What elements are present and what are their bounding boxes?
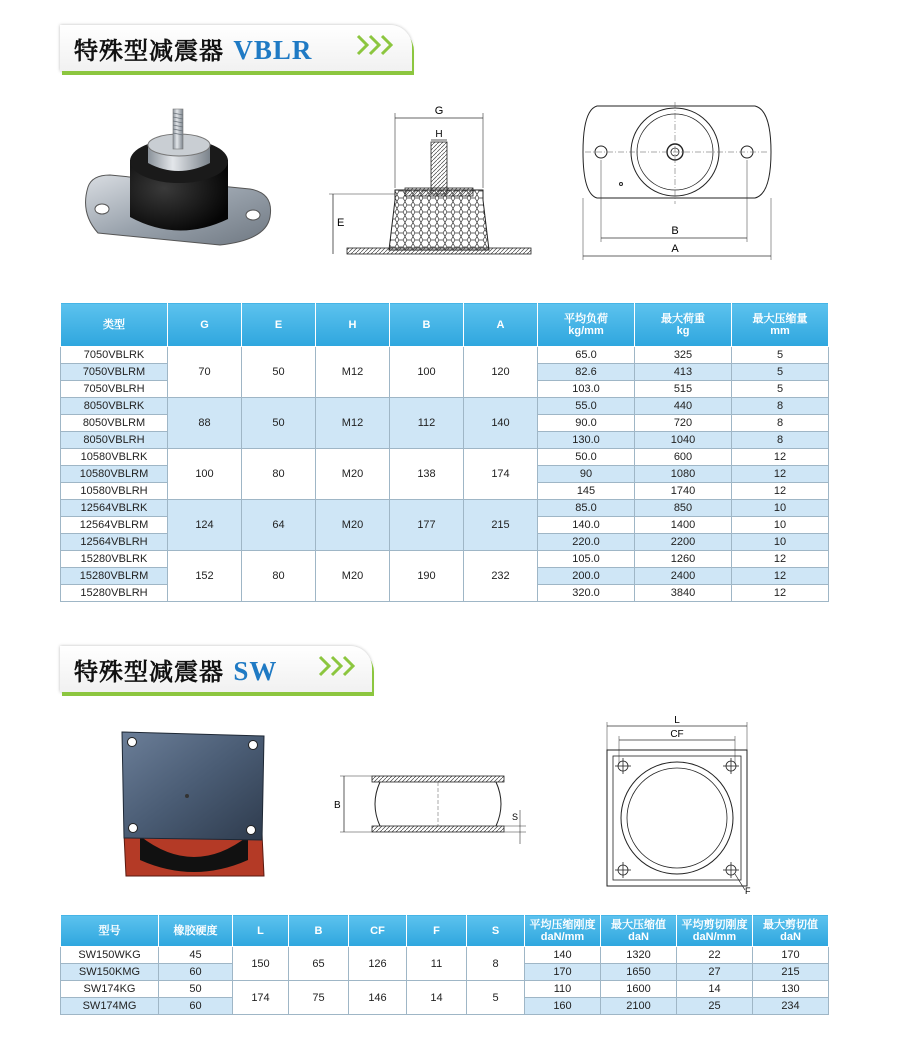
- cf-cell: 146: [349, 981, 407, 1015]
- a-cell: 140: [464, 398, 538, 449]
- type-cell: 10580VBLRM: [61, 466, 168, 483]
- load-cell: 55.0: [538, 398, 635, 415]
- sw-col-cf: CF: [349, 915, 407, 947]
- table-row: [61, 398, 829, 415]
- shear-max-cell: 130: [753, 981, 829, 998]
- f-cell: 11: [407, 947, 467, 981]
- load-cell: 200.0: [538, 568, 635, 585]
- a-cell: 174: [464, 449, 538, 500]
- dim-label-f: F: [745, 886, 751, 896]
- max-cell: 600: [635, 449, 732, 466]
- table-row: [61, 981, 829, 998]
- load-cell: 90.0: [538, 415, 635, 432]
- g-cell: 124: [168, 500, 242, 551]
- load-cell: 103.0: [538, 381, 635, 398]
- comp-cell: 5: [732, 347, 829, 364]
- sw-spec-table: [60, 914, 829, 1015]
- max-cell: 1740: [635, 483, 732, 500]
- type-cell: 7050VBLRH: [61, 381, 168, 398]
- type-cell: 12564VBLRM: [61, 517, 168, 534]
- sw-header-row: [61, 915, 829, 947]
- vblr-top-drawing: [575, 100, 780, 265]
- type-cell: 8050VBLRM: [61, 415, 168, 432]
- load-cell: 130.0: [538, 432, 635, 449]
- comp-cell: 12: [732, 585, 829, 602]
- sw-col-b: B: [289, 915, 349, 947]
- b-cell: 100: [390, 347, 464, 398]
- hardness-cell: 60: [159, 964, 233, 981]
- vblr-col-a: A: [464, 303, 538, 347]
- comp-cell: 12: [732, 483, 829, 500]
- f-cell: 14: [407, 981, 467, 1015]
- model-cell: SW174KG: [61, 981, 159, 998]
- comp-cell: 8: [732, 398, 829, 415]
- dim-label-g: G: [434, 105, 444, 117]
- max-cell: 1260: [635, 551, 732, 568]
- comp-cell: 5: [732, 364, 829, 381]
- sw-col-f: F: [407, 915, 467, 947]
- comp-cell: 12: [732, 449, 829, 466]
- load-cell: 90: [538, 466, 635, 483]
- chevrons-icon: [356, 33, 400, 57]
- dim-label-h: H: [435, 129, 443, 140]
- comp-cell: 10: [732, 500, 829, 517]
- sw-col-hardness: 橡胶硬度: [159, 915, 233, 947]
- shear-stiff-cell: 25: [677, 998, 753, 1015]
- cf-cell: 126: [349, 947, 407, 981]
- g-cell: 152: [168, 551, 242, 602]
- a-cell: 120: [464, 347, 538, 398]
- vblr-col-max: 最大荷重 kg: [635, 303, 732, 347]
- sw-col-l: L: [233, 915, 289, 947]
- sw-top-drawing: [595, 712, 765, 897]
- b-cell: 112: [390, 398, 464, 449]
- shear-stiff-cell: 22: [677, 947, 753, 964]
- vblr-col-e: E: [242, 303, 316, 347]
- max-cell: 515: [635, 381, 732, 398]
- type-cell: 7050VBLRM: [61, 364, 168, 381]
- vblr-header-row: [61, 303, 829, 347]
- sw-col-model: 型号: [61, 915, 159, 947]
- type-cell: 15280VBLRH: [61, 585, 168, 602]
- table-row: [61, 500, 829, 517]
- type-cell: 8050VBLRK: [61, 398, 168, 415]
- h-cell: M20: [316, 449, 390, 500]
- b-cell: 177: [390, 500, 464, 551]
- max-cell: 1040: [635, 432, 732, 449]
- max-cell: 2200: [635, 534, 732, 551]
- sw-col-comp-stiff: 平均压缩刚度 daN/mm: [525, 915, 601, 947]
- vblr-spec-table: [60, 302, 829, 602]
- load-cell: 145: [538, 483, 635, 500]
- type-cell: 12564VBLRK: [61, 500, 168, 517]
- type-cell: 7050VBLRK: [61, 347, 168, 364]
- dim-label-l: L: [674, 715, 680, 726]
- vblr-col-load: 平均负荷 kg/mm: [538, 303, 635, 347]
- hardness-cell: 50: [159, 981, 233, 998]
- comp-cell: 12: [732, 466, 829, 483]
- shear-stiff-cell: 27: [677, 964, 753, 981]
- a-cell: 232: [464, 551, 538, 602]
- b-cell: 65: [289, 947, 349, 981]
- comp-cell: 10: [732, 517, 829, 534]
- vblr-side-drawing: [325, 100, 535, 260]
- shear-stiff-cell: 14: [677, 981, 753, 998]
- max-cell: 440: [635, 398, 732, 415]
- h-cell: M12: [316, 347, 390, 398]
- max-cell: 3840: [635, 585, 732, 602]
- load-cell: 140.0: [538, 517, 635, 534]
- max-cell: 2400: [635, 568, 732, 585]
- shear-max-cell: 170: [753, 947, 829, 964]
- h-cell: M12: [316, 398, 390, 449]
- table-row: [61, 947, 829, 964]
- comp-stiff-cell: 160: [525, 998, 601, 1015]
- sw-title-cn: 特殊型减震器: [74, 657, 224, 686]
- e-cell: 80: [242, 551, 316, 602]
- type-cell: 10580VBLRH: [61, 483, 168, 500]
- table-row: [61, 449, 829, 466]
- max-cell: 413: [635, 364, 732, 381]
- h-cell: M20: [316, 551, 390, 602]
- hardness-cell: 45: [159, 947, 233, 964]
- chevrons-icon: [318, 654, 362, 678]
- vblr-title-cn: 特殊型减震器: [74, 36, 224, 65]
- max-cell: 720: [635, 415, 732, 432]
- max-cell: 1400: [635, 517, 732, 534]
- load-cell: 220.0: [538, 534, 635, 551]
- comp-max-cell: 2100: [601, 998, 677, 1015]
- s-cell: 8: [467, 947, 525, 981]
- model-cell: SW174MG: [61, 998, 159, 1015]
- vblr-col-comp: 最大压缩量 mm: [732, 303, 829, 347]
- sw-side-drawing: [330, 770, 530, 845]
- l-cell: 150: [233, 947, 289, 981]
- dim-label-b: B: [334, 800, 341, 811]
- type-cell: 15280VBLRM: [61, 568, 168, 585]
- sw-col-shear-max: 最大剪切值 daN: [753, 915, 829, 947]
- vblr-col-g: G: [168, 303, 242, 347]
- type-cell: 15280VBLRK: [61, 551, 168, 568]
- e-cell: 64: [242, 500, 316, 551]
- load-cell: 85.0: [538, 500, 635, 517]
- b-cell: 75: [289, 981, 349, 1015]
- vblr-title: [74, 31, 312, 66]
- comp-max-cell: 1600: [601, 981, 677, 998]
- vblr-product-photo: [70, 105, 285, 255]
- dim-label-e: E: [337, 217, 345, 229]
- load-cell: 65.0: [538, 347, 635, 364]
- l-cell: 174: [233, 981, 289, 1015]
- type-cell: 12564VBLRH: [61, 534, 168, 551]
- sw-col-s: S: [467, 915, 525, 947]
- type-cell: 8050VBLRH: [61, 432, 168, 449]
- table-row: [61, 347, 829, 364]
- s-cell: 5: [467, 981, 525, 1015]
- comp-cell: 5: [732, 381, 829, 398]
- comp-cell: 10: [732, 534, 829, 551]
- vblr-col-type: 类型: [61, 303, 168, 347]
- b-cell: 190: [390, 551, 464, 602]
- load-cell: 320.0: [538, 585, 635, 602]
- vblr-col-b: B: [390, 303, 464, 347]
- sw-title: [74, 652, 277, 687]
- shear-max-cell: 234: [753, 998, 829, 1015]
- e-cell: 50: [242, 347, 316, 398]
- dim-label-cf: CF: [670, 729, 684, 740]
- max-cell: 1080: [635, 466, 732, 483]
- sw-title-banner: [60, 646, 372, 692]
- load-cell: 105.0: [538, 551, 635, 568]
- dim-label-a: A: [671, 243, 679, 255]
- h-cell: M20: [316, 500, 390, 551]
- sw-title-en: SW: [233, 656, 278, 686]
- type-cell: 10580VBLRK: [61, 449, 168, 466]
- comp-max-cell: 1320: [601, 947, 677, 964]
- vblr-title-banner: [60, 25, 412, 71]
- b-cell: 138: [390, 449, 464, 500]
- hardness-cell: 60: [159, 998, 233, 1015]
- sw-col-shear-stiff: 平均剪切刚度 daN/mm: [677, 915, 753, 947]
- table-row: [61, 551, 829, 568]
- comp-stiff-cell: 110: [525, 981, 601, 998]
- load-cell: 82.6: [538, 364, 635, 381]
- max-cell: 850: [635, 500, 732, 517]
- comp-stiff-cell: 140: [525, 947, 601, 964]
- g-cell: 70: [168, 347, 242, 398]
- g-cell: 100: [168, 449, 242, 500]
- sw-col-comp-max: 最大压缩值 daN: [601, 915, 677, 947]
- a-cell: 215: [464, 500, 538, 551]
- model-cell: SW150WKG: [61, 947, 159, 964]
- comp-cell: 8: [732, 432, 829, 449]
- model-cell: SW150KMG: [61, 964, 159, 981]
- comp-max-cell: 1650: [601, 964, 677, 981]
- comp-cell: 12: [732, 551, 829, 568]
- g-cell: 88: [168, 398, 242, 449]
- vblr-title-en: VBLR: [233, 35, 313, 65]
- sw-product-photo: [112, 728, 277, 883]
- e-cell: 50: [242, 398, 316, 449]
- dim-label-b: B: [671, 225, 679, 237]
- comp-cell: 8: [732, 415, 829, 432]
- comp-cell: 12: [732, 568, 829, 585]
- shear-max-cell: 215: [753, 964, 829, 981]
- dim-label-s: S: [512, 812, 519, 822]
- max-cell: 325: [635, 347, 732, 364]
- e-cell: 80: [242, 449, 316, 500]
- load-cell: 50.0: [538, 449, 635, 466]
- vblr-col-h: H: [316, 303, 390, 347]
- comp-stiff-cell: 170: [525, 964, 601, 981]
